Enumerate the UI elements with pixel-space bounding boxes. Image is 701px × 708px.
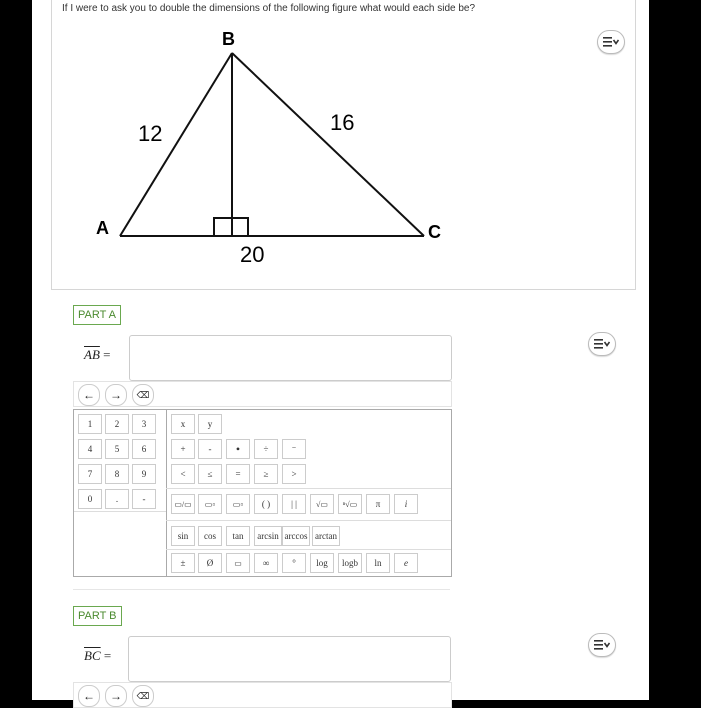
key-plus-minus[interactable]: ± bbox=[171, 553, 195, 573]
part-b-equals: = bbox=[103, 648, 112, 663]
part-a-equals: = bbox=[103, 347, 111, 362]
math-keypad bbox=[73, 409, 452, 577]
part-a-menu-button[interactable] bbox=[588, 332, 616, 356]
question-text: If I were to ask you to double the dimensions of the following figure what would each side be? bbox=[62, 3, 476, 14]
key-equals[interactable]: = bbox=[226, 464, 250, 484]
key-3[interactable]: 3 bbox=[132, 414, 156, 434]
side-ac-label: 20 bbox=[240, 242, 265, 267]
key-minus[interactable]: - bbox=[198, 439, 222, 459]
key-arccos[interactable]: arccos bbox=[282, 526, 310, 546]
key-less-equal[interactable]: ≤ bbox=[198, 464, 222, 484]
side-bc bbox=[232, 53, 424, 236]
cursor-left-button[interactable]: ← bbox=[78, 685, 100, 707]
key-5[interactable]: 5 bbox=[105, 439, 129, 459]
key-subscript[interactable]: ▭▫ bbox=[226, 494, 250, 514]
part-b-equation-label bbox=[84, 648, 111, 664]
numpad bbox=[74, 410, 167, 576]
key-absolute-value[interactable]: | | bbox=[282, 494, 306, 514]
key-log[interactable]: log bbox=[310, 553, 334, 573]
key-degree[interactable]: ° bbox=[282, 553, 306, 573]
part-b-label: PART B bbox=[73, 606, 122, 626]
key-arctan[interactable]: arctan bbox=[312, 526, 340, 546]
key-2[interactable]: 2 bbox=[105, 414, 129, 434]
key-greater-than[interactable]: > bbox=[282, 464, 306, 484]
question-menu-button[interactable] bbox=[597, 30, 625, 54]
backspace-button[interactable]: ⌫ bbox=[132, 685, 154, 707]
side-bc-label: 16 bbox=[330, 110, 355, 135]
key-greater-equal[interactable]: ≥ bbox=[254, 464, 278, 484]
key-empty-set[interactable]: Ø bbox=[198, 553, 222, 573]
key-imaginary[interactable]: i bbox=[394, 494, 418, 514]
key-8[interactable]: 8 bbox=[105, 464, 129, 484]
key-e[interactable]: e bbox=[394, 553, 418, 573]
side-ab bbox=[120, 53, 232, 236]
part-b-answer-input[interactable] bbox=[128, 636, 451, 682]
key-infinity[interactable]: ∞ bbox=[254, 553, 278, 573]
key-4[interactable]: 4 bbox=[78, 439, 102, 459]
key-ln[interactable]: ln bbox=[366, 553, 390, 573]
key-decimal[interactable]: . bbox=[105, 489, 129, 509]
key-exponent[interactable]: ▭▫ bbox=[198, 494, 222, 514]
symbols-divider-3 bbox=[166, 549, 451, 550]
backspace-button[interactable]: ⌫ bbox=[132, 384, 154, 406]
part-separator bbox=[73, 589, 450, 590]
triangle-figure bbox=[72, 20, 472, 270]
key-negative[interactable]: - bbox=[132, 489, 156, 509]
part-b-variable: $\overline{BC}$ bbox=[84, 648, 101, 663]
page bbox=[32, 0, 649, 703]
part-a-label: PART A bbox=[73, 305, 121, 325]
key-9[interactable]: 9 bbox=[132, 464, 156, 484]
list-menu-icon bbox=[594, 640, 610, 650]
key-sqrt[interactable]: √▭ bbox=[310, 494, 334, 514]
key-divide[interactable]: ÷ bbox=[254, 439, 278, 459]
cursor-right-button[interactable]: → bbox=[105, 685, 127, 707]
key-pi[interactable]: π bbox=[366, 494, 390, 514]
part-b-menu-button[interactable] bbox=[588, 633, 616, 657]
key-6[interactable]: 6 bbox=[132, 439, 156, 459]
key-y[interactable]: y bbox=[198, 414, 222, 434]
vertex-b-label: B bbox=[222, 29, 235, 49]
vertex-c-label: C bbox=[428, 222, 441, 242]
key-log-base[interactable]: logb bbox=[338, 553, 362, 573]
key-7[interactable]: 7 bbox=[78, 464, 102, 484]
part-b-nav-bar bbox=[73, 682, 452, 708]
key-less-than[interactable]: < bbox=[171, 464, 195, 484]
key-multiply[interactable]: • bbox=[226, 439, 250, 459]
list-menu-icon bbox=[594, 339, 610, 349]
part-a-variable: $\overline{AB}$ bbox=[84, 347, 100, 362]
key-0[interactable]: 0 bbox=[78, 489, 102, 509]
key-nth-root[interactable]: ⁿ√▭ bbox=[338, 494, 362, 514]
part-a-answer-input[interactable] bbox=[129, 335, 452, 381]
key-x[interactable]: x bbox=[171, 414, 195, 434]
part-a-equation-label bbox=[84, 347, 110, 363]
key-arcsin[interactable]: arcsin bbox=[254, 526, 282, 546]
cursor-left-button[interactable]: ← bbox=[78, 384, 100, 406]
question-card bbox=[51, 0, 636, 290]
key-1[interactable]: 1 bbox=[78, 414, 102, 434]
key-cos[interactable]: cos bbox=[198, 526, 222, 546]
key-tan[interactable]: tan bbox=[226, 526, 250, 546]
key-sin[interactable]: sin bbox=[171, 526, 195, 546]
key-fraction[interactable]: ▭/▭ bbox=[171, 494, 195, 514]
numpad-divider bbox=[74, 511, 166, 512]
side-ab-label: 12 bbox=[138, 121, 163, 146]
vertex-a-label: A bbox=[96, 218, 109, 238]
symbols-divider-1 bbox=[166, 488, 451, 489]
key-parentheses[interactable]: ( ) bbox=[254, 494, 278, 514]
key-box[interactable]: ▭ bbox=[226, 553, 250, 573]
key-plus[interactable]: + bbox=[171, 439, 195, 459]
key-superscript-minus[interactable]: ⁻ bbox=[282, 439, 306, 459]
cursor-right-button[interactable]: → bbox=[105, 384, 127, 406]
list-menu-icon bbox=[603, 37, 619, 47]
part-a-nav-bar bbox=[73, 381, 452, 407]
symbols-divider-2 bbox=[166, 520, 451, 521]
